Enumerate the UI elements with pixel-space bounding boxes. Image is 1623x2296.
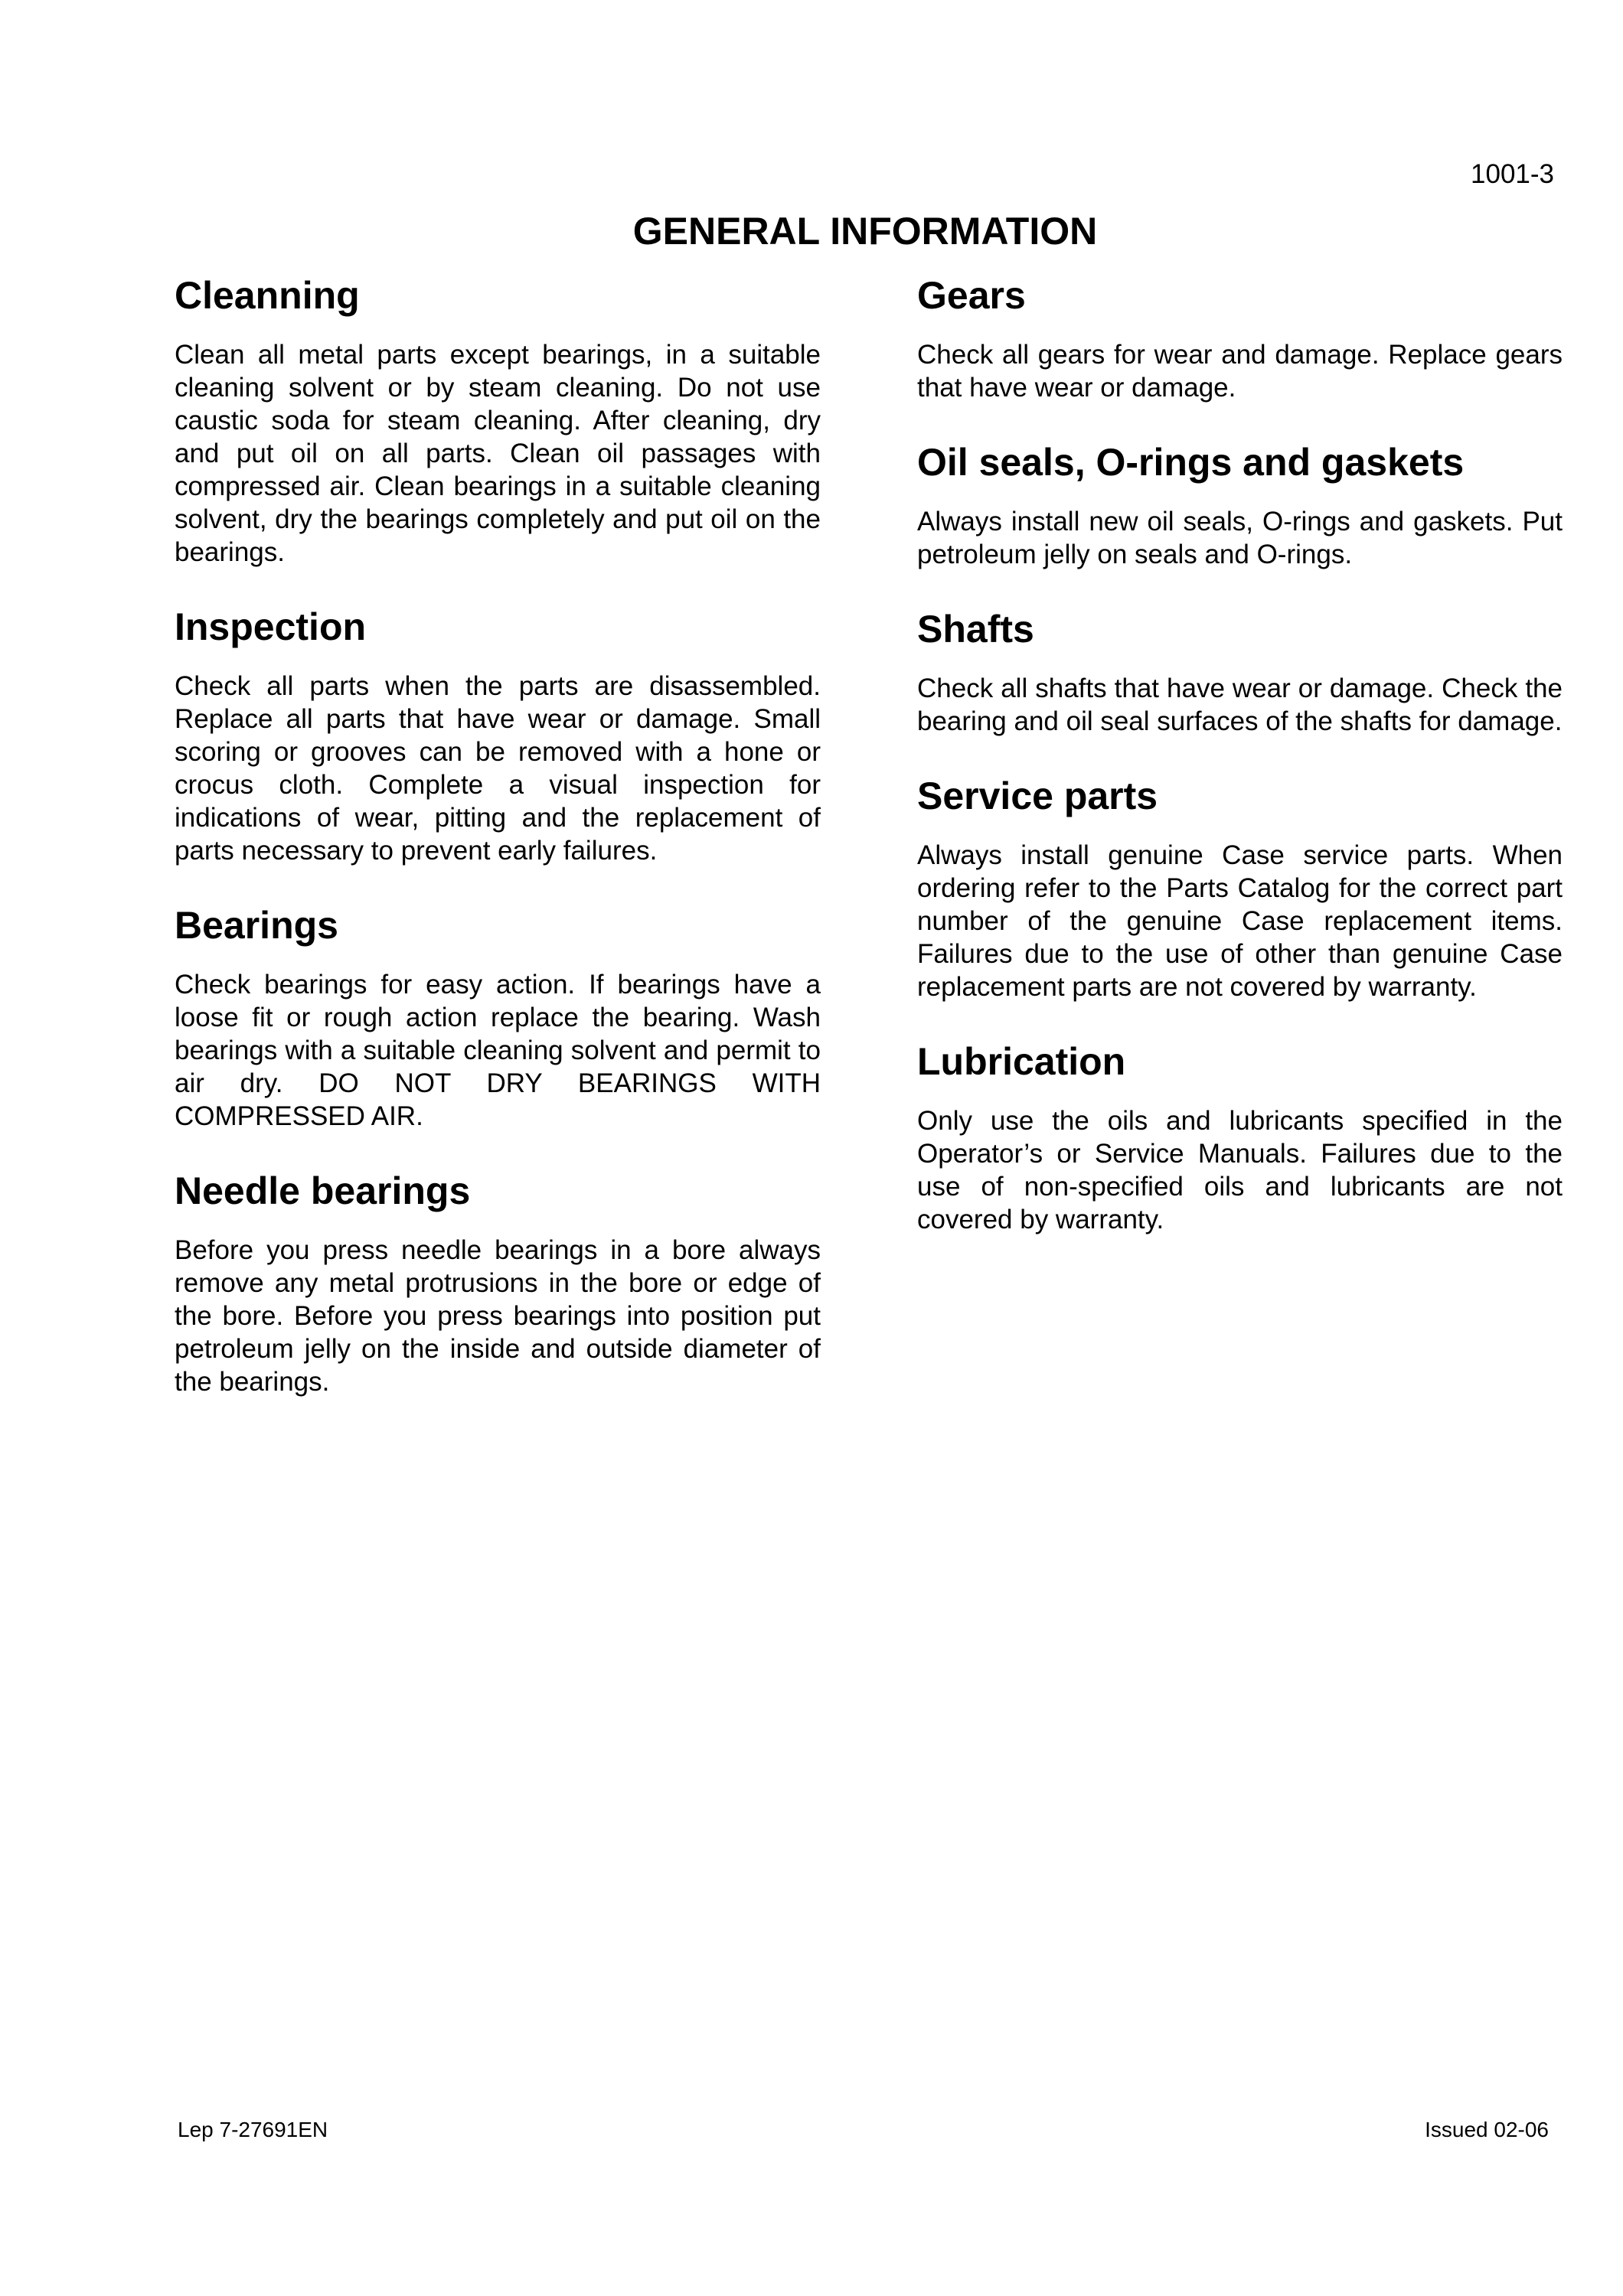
section-heading: Service parts [917,775,1158,817]
section-inspection [175,602,821,867]
section-gears [917,271,1563,404]
section-lubrication [917,1037,1563,1236]
section-heading: Lubrication [917,1040,1126,1083]
section-bearings [175,901,821,1133]
section-heading: Inspection [175,605,367,648]
section-body: Always install new oil seals, O-rings and gaskets. Put petroleum jelly on seals and O-rings. [917,507,1563,569]
page-number: 1001-3 [1471,159,1554,189]
section-body: Check bearings for easy action. If bearings have a loose fit or rough action replace the bearing. Wash bearings with a suitable cleaning solvent and permit to air dry. DO NOT DRY BEARINGS WITH COMPRESSED AIR. [175,970,821,1131]
section-body: Check all gears for wear and damage. Replace gears that have wear or damage. [917,340,1563,403]
right-column [917,271,1563,1270]
section-body: Always install genuine Case service parts. When ordering refer to the Parts Catalog for the correct part number of the genuine Case replacement items. Failures due to the use of other than genuine Case replacement parts are not covered by warranty. [917,840,1563,1002]
section-heading: Gears [917,274,1026,317]
section-service-parts [917,771,1563,1003]
section-body: Check all shafts that have wear or damage. Check the bearing and oil seal surfaces of the shafts for damage. [917,673,1563,736]
section-cleaning [175,271,821,569]
section-body: Check all parts when the parts are disassembled. Replace all parts that have wear or damage. Small scoring or grooves can be removed with a hone or crocus cloth. Complete a visual inspection for indications of wear, pitting and the replacement of parts necessary to prevent early failures. [175,671,821,866]
footer-issue-date: Issued 02-06 [1425,2118,1549,2141]
section-needle-bearings [175,1166,821,1398]
section-heading: Shafts [917,608,1034,651]
left-column [175,271,821,1432]
section-body: Before you press needle bearings in a bore always remove any metal protrusions in the bore or edge of the bore. Before you press bearings into position put petroleum jelly on the inside and outside diameter of the bearings. [175,1235,821,1397]
section-heading: Needle bearings [175,1169,471,1212]
section-body: Only use the oils and lubricants specified in the Operator’s or Service Manuals. Failures due to the use of non-specified oils and lubricants are not covered by warranty. [917,1106,1563,1234]
footer-publication-code: Lep 7-27691EN [178,2118,328,2141]
section-heading: Oil seals, O-rings and gaskets [917,441,1465,484]
section-heading: Bearings [175,904,338,947]
page-title: GENERAL INFORMATION [632,210,1098,253]
section-oil-seals [917,438,1563,571]
section-shafts [917,605,1563,738]
section-body: Clean all metal parts except bearings, in a suitable cleaning solvent or by steam cleaning. Do not use caustic soda for steam cleaning. After cleaning, dry and put oil on all parts. Clean oil passages with compressed air. Clean bearings in a suitable cleaning solvent, dry the bearings completely and put oil on the bearings. [175,340,821,567]
section-heading: Cleanning [175,274,360,317]
